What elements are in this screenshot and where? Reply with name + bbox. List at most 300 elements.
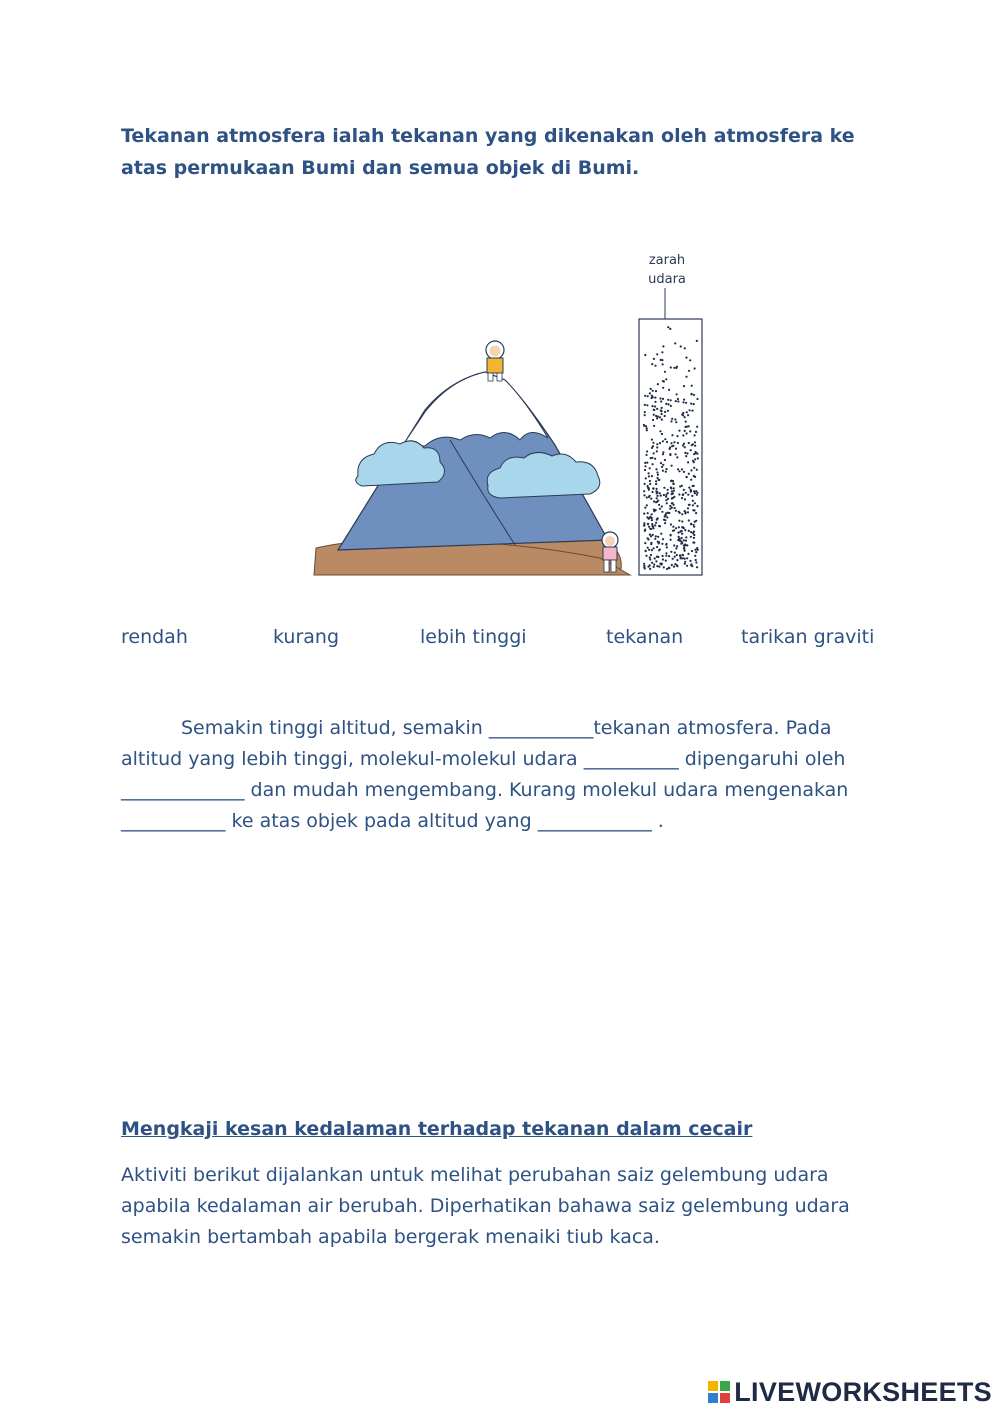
air-particle bbox=[665, 471, 667, 473]
air-particle bbox=[655, 480, 657, 482]
air-particle bbox=[652, 534, 654, 536]
air-particle bbox=[657, 474, 659, 476]
air-particle bbox=[691, 410, 693, 412]
air-particle bbox=[665, 468, 667, 470]
air-particle bbox=[655, 535, 657, 537]
air-particle bbox=[696, 426, 698, 428]
air-particle bbox=[644, 395, 646, 397]
air-particle bbox=[681, 513, 683, 515]
air-particle bbox=[664, 371, 666, 373]
air-particle bbox=[694, 441, 696, 443]
air-particle bbox=[659, 508, 661, 510]
air-particle bbox=[644, 469, 646, 471]
passage-text: . bbox=[651, 810, 664, 832]
air-particle bbox=[654, 458, 656, 460]
air-particle bbox=[649, 495, 651, 497]
air-particle bbox=[644, 414, 646, 416]
air-particle bbox=[653, 414, 655, 416]
air-particle bbox=[659, 525, 661, 527]
air-particle bbox=[684, 529, 686, 531]
air-particle bbox=[656, 471, 658, 473]
air-particle bbox=[644, 507, 646, 509]
air-particle bbox=[675, 527, 677, 529]
air-particle bbox=[675, 547, 677, 549]
air-particle bbox=[684, 561, 686, 563]
air-particle bbox=[648, 549, 650, 551]
air-particle bbox=[662, 363, 664, 365]
passage-text: dan mudah mengembang. Kurang molekul udara mengenakan bbox=[244, 779, 849, 801]
air-particle bbox=[685, 426, 687, 428]
air-particle bbox=[670, 366, 672, 368]
air-particle bbox=[647, 395, 649, 397]
air-particle bbox=[644, 465, 646, 467]
air-particle bbox=[664, 438, 666, 440]
air-particle bbox=[665, 560, 667, 562]
word-bank-item[interactable]: tarikan graviti bbox=[741, 626, 875, 648]
air-particle bbox=[676, 456, 678, 458]
air-particle bbox=[690, 489, 692, 491]
air-particle bbox=[688, 473, 690, 475]
air-particle bbox=[693, 526, 695, 528]
blank-3[interactable]: _____________ bbox=[121, 779, 245, 801]
air-particle bbox=[652, 442, 654, 444]
air-particle bbox=[662, 398, 664, 400]
air-particle bbox=[671, 490, 673, 492]
passage-text: dipengaruhi oleh bbox=[678, 748, 846, 770]
air-particle bbox=[683, 399, 685, 401]
air-particle bbox=[681, 468, 683, 470]
air-particle bbox=[672, 558, 674, 560]
air-particle bbox=[653, 500, 655, 502]
air-particle bbox=[676, 554, 678, 556]
air-particle bbox=[660, 533, 662, 535]
air-particle bbox=[668, 555, 670, 557]
air-particle bbox=[663, 487, 665, 489]
air-particle bbox=[694, 458, 696, 460]
air-particle bbox=[696, 547, 698, 549]
air-particle bbox=[697, 457, 699, 459]
air-particle bbox=[661, 505, 663, 507]
fill-in-passage bbox=[121, 713, 881, 837]
air-particle bbox=[645, 477, 647, 479]
blank-2[interactable]: __________ bbox=[583, 748, 679, 770]
air-particle bbox=[691, 550, 693, 552]
air-particle bbox=[684, 347, 686, 349]
air-particle bbox=[659, 416, 661, 418]
air-particle bbox=[643, 513, 645, 515]
air-particle bbox=[665, 552, 667, 554]
air-particle bbox=[693, 403, 695, 405]
air-particle bbox=[661, 511, 663, 513]
air-particle bbox=[674, 552, 676, 554]
air-particle bbox=[693, 467, 695, 469]
air-particle bbox=[654, 401, 656, 403]
intro-text: Tekanan atmosfera ialah tekanan yang dikenakan oleh atmosfera ke atas permukaan Bumi dan semua objek di Bumi. bbox=[121, 125, 855, 179]
air-particle bbox=[696, 340, 698, 342]
air-particle bbox=[644, 567, 646, 569]
air-particle bbox=[652, 487, 654, 489]
air-particle bbox=[665, 403, 667, 405]
air-particle bbox=[684, 563, 686, 565]
word-bank-item[interactable]: kurang bbox=[273, 626, 340, 648]
air-particle bbox=[660, 400, 662, 402]
air-particle bbox=[668, 567, 670, 569]
air-particle bbox=[693, 534, 695, 536]
air-particle bbox=[653, 547, 655, 549]
air-particle bbox=[688, 442, 690, 444]
air-particle bbox=[687, 507, 689, 509]
air-particle bbox=[661, 563, 663, 565]
air-particle bbox=[696, 505, 698, 507]
air-particle bbox=[675, 421, 677, 423]
air-particle bbox=[662, 380, 664, 382]
air-particle bbox=[667, 326, 669, 328]
air-particle bbox=[678, 536, 680, 538]
air-particle bbox=[693, 461, 695, 463]
air-particle bbox=[689, 430, 691, 432]
air-particle bbox=[646, 429, 648, 431]
passage-text: tekanan atmosfera. Pada altitud yang lebih tinggi, molekul-molekul udara bbox=[121, 717, 832, 770]
word-bank-item[interactable]: tekanan bbox=[606, 626, 684, 648]
air-particle bbox=[664, 522, 666, 524]
air-particle bbox=[644, 483, 646, 485]
air-particle bbox=[665, 499, 667, 501]
air-particle bbox=[652, 390, 654, 392]
air-particle bbox=[677, 442, 679, 444]
air-particle bbox=[678, 493, 680, 495]
air-particle bbox=[660, 409, 662, 411]
air-particle bbox=[684, 452, 686, 454]
air-particle bbox=[651, 517, 653, 519]
air-particle bbox=[672, 445, 674, 447]
air-particle bbox=[673, 504, 675, 506]
air-particle bbox=[661, 419, 663, 421]
air-particle bbox=[652, 463, 654, 465]
air-particle bbox=[654, 365, 656, 367]
air-particle bbox=[685, 476, 687, 478]
air-particle bbox=[659, 397, 661, 399]
air-particle bbox=[671, 564, 673, 566]
air-particle bbox=[649, 528, 651, 530]
air-particle bbox=[656, 565, 658, 567]
air-particle bbox=[694, 549, 696, 551]
air-particle bbox=[656, 546, 658, 548]
air-particle bbox=[684, 430, 686, 432]
air-particle bbox=[662, 558, 664, 560]
air-particle bbox=[649, 480, 651, 482]
air-particle bbox=[680, 345, 682, 347]
blank-1[interactable]: ___________ bbox=[488, 717, 594, 739]
air-particle bbox=[693, 531, 695, 533]
word-bank bbox=[0, 626, 1000, 654]
air-particle bbox=[651, 363, 653, 365]
air-particle bbox=[688, 530, 690, 532]
logo-text: LIVEWORKSHEETS bbox=[734, 1376, 992, 1407]
air-particle bbox=[658, 566, 660, 568]
air-particle bbox=[693, 394, 695, 396]
air-particle bbox=[676, 545, 678, 547]
air-particle bbox=[656, 417, 658, 419]
air-particle bbox=[685, 540, 687, 542]
air-particle bbox=[691, 393, 693, 395]
air-particle bbox=[665, 555, 667, 557]
air-particle bbox=[673, 490, 675, 492]
section-body: Aktiviti berikut dijalankan untuk melihat perubahan saiz gelembung udara apabila kedalaman air berubah. Diperhatikan bahawa saiz gelembung udara semakin bertambah apabila bergerak menaiki tiub kaca. bbox=[121, 1164, 850, 1248]
air-particle bbox=[643, 565, 645, 567]
figure-label-line1: zarah bbox=[648, 253, 686, 268]
air-particle bbox=[696, 492, 698, 494]
air-particle bbox=[684, 510, 686, 512]
air-particle bbox=[644, 529, 646, 531]
air-particle bbox=[689, 504, 691, 506]
passage-text: Semakin tinggi altitud, semakin bbox=[181, 717, 489, 739]
air-particle bbox=[670, 405, 672, 407]
air-particle bbox=[662, 451, 664, 453]
air-particle bbox=[681, 485, 683, 487]
air-particle bbox=[695, 551, 697, 553]
air-particle bbox=[666, 441, 668, 443]
air-particle bbox=[651, 395, 653, 397]
air-particle bbox=[674, 342, 676, 344]
figure-label-line2: udara bbox=[648, 272, 686, 287]
air-particle bbox=[694, 502, 696, 504]
air-particle bbox=[659, 492, 661, 494]
air-particle bbox=[670, 551, 672, 553]
air-particle bbox=[664, 516, 666, 518]
air-particle bbox=[651, 519, 653, 521]
air-particle bbox=[648, 487, 650, 489]
air-particle bbox=[649, 483, 651, 485]
air-particle bbox=[649, 556, 651, 558]
air-particle bbox=[669, 505, 671, 507]
air-particle bbox=[650, 388, 652, 390]
air-particle bbox=[658, 542, 660, 544]
air-particle bbox=[694, 445, 696, 447]
air-particle bbox=[658, 504, 660, 506]
air-particle bbox=[682, 434, 684, 436]
air-particle bbox=[695, 512, 697, 514]
air-particle bbox=[651, 513, 653, 515]
word-bank-item[interactable]: lebih tinggi bbox=[420, 626, 527, 648]
air-particle bbox=[654, 397, 656, 399]
air-particle bbox=[696, 453, 698, 455]
air-particle bbox=[661, 351, 663, 353]
air-particle bbox=[653, 409, 655, 411]
air-particle bbox=[655, 390, 657, 392]
air-particle bbox=[654, 557, 656, 559]
air-particle bbox=[649, 534, 651, 536]
air-particle bbox=[683, 544, 685, 546]
air-particle bbox=[655, 522, 657, 524]
air-particle bbox=[688, 370, 690, 372]
air-particle bbox=[684, 558, 686, 560]
air-particle bbox=[656, 519, 658, 521]
air-particle bbox=[664, 459, 666, 461]
air-particle bbox=[688, 425, 690, 427]
air-particle bbox=[653, 510, 655, 512]
air-particle bbox=[666, 516, 668, 518]
air-particle bbox=[687, 414, 689, 416]
air-particle bbox=[662, 387, 664, 389]
word-bank-item[interactable]: rendah bbox=[121, 626, 188, 648]
air-particle bbox=[693, 490, 695, 492]
air-particle bbox=[681, 537, 683, 539]
air-particle bbox=[648, 526, 650, 528]
air-particle bbox=[666, 568, 668, 570]
air-particle bbox=[649, 568, 651, 570]
air-particle bbox=[647, 485, 649, 487]
blank-5[interactable]: ____________ bbox=[537, 810, 652, 832]
air-particle bbox=[694, 521, 696, 523]
air-particle bbox=[645, 454, 647, 456]
air-particle bbox=[690, 469, 692, 471]
air-particle bbox=[643, 494, 645, 496]
air-particle bbox=[677, 398, 679, 400]
air-particle bbox=[686, 557, 688, 559]
air-particle bbox=[656, 443, 658, 445]
air-particle bbox=[683, 385, 685, 387]
air-particle bbox=[669, 446, 671, 448]
air-particle bbox=[685, 492, 687, 494]
air-particle bbox=[644, 542, 646, 544]
air-particle bbox=[676, 393, 678, 395]
air-particle bbox=[656, 450, 658, 452]
air-particle bbox=[684, 416, 686, 418]
air-particle bbox=[671, 507, 673, 509]
air-particle bbox=[690, 523, 692, 525]
air-particle bbox=[673, 441, 675, 443]
air-particle bbox=[664, 415, 666, 417]
air-particle bbox=[656, 353, 658, 355]
air-particle bbox=[647, 523, 649, 525]
air-particle bbox=[671, 493, 673, 495]
air-particle bbox=[666, 502, 668, 504]
air-particle bbox=[651, 562, 653, 564]
air-particle bbox=[691, 495, 693, 497]
air-particle bbox=[693, 509, 695, 511]
air-particle bbox=[662, 453, 664, 455]
air-particle bbox=[666, 543, 668, 545]
air-particle bbox=[674, 556, 676, 558]
air-particle bbox=[683, 471, 685, 473]
air-particle bbox=[646, 496, 648, 498]
air-particle bbox=[686, 411, 688, 413]
air-particle bbox=[650, 543, 652, 545]
air-particle bbox=[672, 480, 674, 482]
air-particle bbox=[690, 536, 692, 538]
air-particle bbox=[680, 543, 682, 545]
air-particle bbox=[645, 550, 647, 552]
air-particle bbox=[649, 392, 651, 394]
air-particle bbox=[646, 450, 648, 452]
air-particle bbox=[683, 539, 685, 541]
blank-4[interactable]: ___________ bbox=[121, 810, 226, 832]
air-particle bbox=[665, 378, 667, 380]
air-particle bbox=[663, 566, 665, 568]
air-particle bbox=[673, 367, 675, 369]
air-particle bbox=[684, 446, 686, 448]
air-particle bbox=[657, 383, 659, 385]
air-particle bbox=[685, 536, 687, 538]
air-particle bbox=[678, 430, 680, 432]
air-particle bbox=[686, 452, 688, 454]
section-title: Mengkaji kesan kedalaman terhadap tekanan dalam cecair bbox=[121, 1118, 753, 1140]
air-particle bbox=[694, 434, 696, 436]
air-particle bbox=[687, 511, 689, 513]
air-particle bbox=[654, 524, 656, 526]
air-particle bbox=[672, 482, 674, 484]
air-particle bbox=[690, 403, 692, 405]
air-particle bbox=[682, 494, 684, 496]
air-particle bbox=[679, 554, 681, 556]
air-particle bbox=[685, 402, 687, 404]
air-particle bbox=[660, 462, 662, 464]
air-particle bbox=[691, 385, 693, 387]
air-particle bbox=[650, 554, 652, 556]
air-particle bbox=[668, 389, 670, 391]
air-particle bbox=[671, 502, 673, 504]
air-particle bbox=[692, 504, 694, 506]
air-particle bbox=[693, 475, 695, 477]
air-particle bbox=[670, 420, 672, 422]
air-particle bbox=[654, 538, 656, 540]
air-particle bbox=[643, 563, 645, 565]
air-particle bbox=[662, 464, 664, 466]
air-particle bbox=[670, 534, 672, 536]
liveworksheets-logo[interactable] bbox=[708, 1376, 992, 1408]
air-particle bbox=[646, 427, 648, 429]
air-particle bbox=[651, 397, 653, 399]
air-particle bbox=[644, 354, 646, 356]
air-particle bbox=[667, 399, 669, 401]
air-particle bbox=[653, 566, 655, 568]
air-particle bbox=[678, 526, 680, 528]
air-particle bbox=[692, 443, 694, 445]
air-particle bbox=[661, 359, 663, 361]
air-particle bbox=[651, 447, 653, 449]
air-particle bbox=[670, 442, 672, 444]
air-particle bbox=[661, 407, 663, 409]
air-particle bbox=[688, 519, 690, 521]
air-particle bbox=[662, 555, 664, 557]
air-particle bbox=[695, 561, 697, 563]
air-particle bbox=[651, 549, 653, 551]
air-particle bbox=[675, 448, 677, 450]
air-particle bbox=[656, 556, 658, 558]
air-particle bbox=[646, 462, 648, 464]
air-particle bbox=[661, 466, 663, 468]
air-particle bbox=[689, 560, 691, 562]
air-particle bbox=[643, 425, 645, 427]
air-particle bbox=[655, 468, 657, 470]
air-particle bbox=[681, 554, 683, 556]
air-particle bbox=[660, 495, 662, 497]
air-particle bbox=[661, 543, 663, 545]
air-particle bbox=[662, 470, 664, 472]
air-particle bbox=[651, 457, 653, 459]
air-particle bbox=[686, 544, 688, 546]
air-particle bbox=[657, 536, 659, 538]
air-particle bbox=[657, 415, 659, 417]
air-particle bbox=[694, 367, 696, 369]
air-particle bbox=[662, 345, 664, 347]
air-particle bbox=[689, 409, 691, 411]
air-particle bbox=[664, 519, 666, 521]
person-on-summit bbox=[486, 341, 504, 381]
liveworksheets-logo-icon bbox=[708, 1381, 730, 1403]
air-particle bbox=[677, 468, 679, 470]
air-particle bbox=[676, 366, 678, 368]
